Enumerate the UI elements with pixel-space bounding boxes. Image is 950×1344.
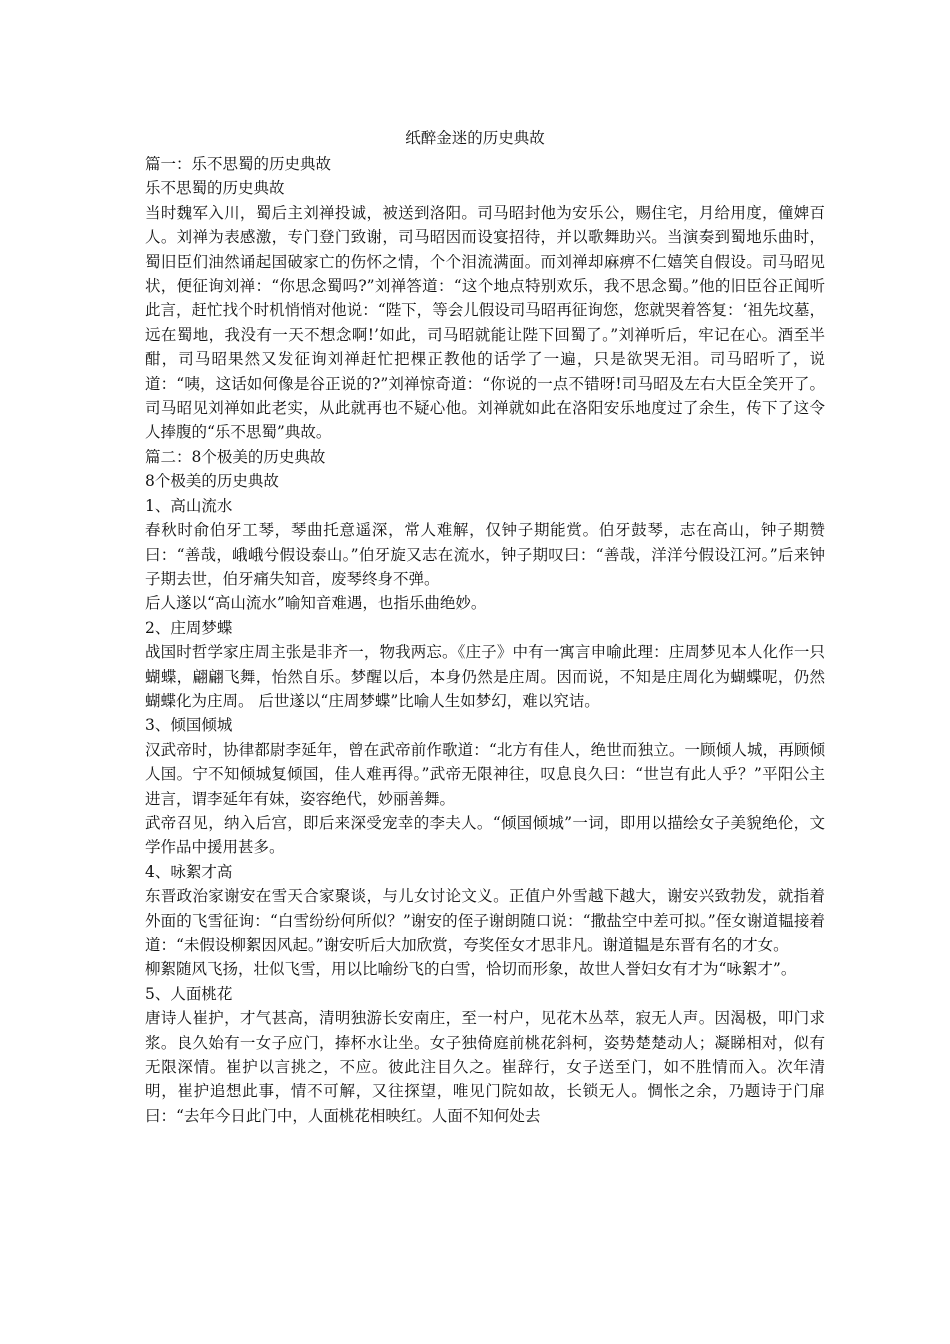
story-heading-2: 2、庄周梦蝶 <box>145 618 233 637</box>
paragraph: 后人遂以“高山流水”喻知音难遇，也指乐曲绝妙。 <box>145 594 487 613</box>
story-heading-3: 3、倾国倾城 <box>145 716 233 735</box>
document-title: 纸醉金迷的历史典故 <box>405 129 545 147</box>
story-heading-4: 4、咏絮才高 <box>145 862 233 881</box>
paragraph: 柳絮随风飞扬，壮似飞雪，用以比喻纷飞的白雪，恰切而形象，故世人誉妇女有才为“咏絮才”。 <box>145 960 797 979</box>
section-heading-2: 篇二：8个极美的历史典故 <box>145 447 326 466</box>
paragraph: 武帝召见，纳入后宫，即后来深受宠幸的李夫人。“倾国倾城”一词，即用以描绘女子美貌绝伦，文学作品中援用甚多。 <box>145 813 825 857</box>
story-heading-5: 5、人面桃花 <box>145 984 233 1003</box>
section-subheading-1: 乐不思蜀的历史典故 <box>145 179 285 198</box>
paragraph: 唐诗人崔护，才气甚高，清明独游长安南庄，至一村户，见花木丛萃，寂无人声。因渴极，叩门求浆。良久始有一女子应门，捧杯水让坐。女子独倚庭前桃花斜柯，姿势楚楚动人；凝睇相对，似有无限深情。崔护以言挑之，不应。彼此注目久之。崔辞行，女子送至门，如不胜情而入。次年清明，崔护追想此事，情不可解，又往探望，唯见门院如故，长锁无人。惆怅之余，乃题诗于门扉曰：“去年今日此门中，人面桃花相映红。人面不知何处去 <box>145 1009 825 1125</box>
section-subheading-2: 8个极美的历史典故 <box>145 472 279 491</box>
document-body <box>145 152 825 1128</box>
section-heading-1: 篇一：乐不思蜀的历史典故 <box>145 155 332 173</box>
paragraph: 汉武帝时，协律都尉李延年，曾在武帝前作歌道：“北方有佳人，绝世而独立。一顾倾人城，再顾倾人国。宁不知倾城复倾国，佳人难再得。”武帝无限神往，叹息良久曰：“世岂有此人乎？”平阳公主进言，谓李延年有妹，姿容绝代，妙丽善舞。 <box>145 740 825 808</box>
paragraph: 春秋时俞伯牙工琴，琴曲托意遥深，常人难解，仅钟子期能赏。伯牙鼓琴，志在高山，钟子期赞曰：“善哉，峨峨兮假设泰山。”伯牙旋又志在流水，钟子期叹曰：“善哉，洋洋兮假设江河。”后来钟子期去世，伯牙痛失知音，废琴终身不弹。 <box>145 521 825 588</box>
paragraph: 东晋政治家谢安在雪天合家聚谈，与儿女讨论文义。正值户外雪越下越大，谢安兴致勃发，就指着外面的飞雪征询：“白雪纷纷何所似？”谢安的侄子谢朗随口说：“撒盐空中差可拟。”侄女谢道韫接着道：“未假设柳絮因风起。”谢安听后大加欣赏，夸奖侄女才思非凡。谢道韫是东晋有名的才女。 <box>145 887 825 954</box>
paragraph: 战国时哲学家庄周主张是非齐一，物我两忘。《庄子》中有一寓言申喻此理：庄周梦见本人化作一只蝴蝶，翩翩飞舞，怡然自乐。梦醒以后，本身仍然是庄周。因而说，不知是庄周化为蝴蝶呢，仍然蝴蝶化为庄周。 后世遂以“庄周梦蝶”比喻人生如梦幻，难以究诘。 <box>145 643 825 710</box>
story-heading-1: 1、高山流水 <box>145 496 233 515</box>
paragraph: 当时魏军入川，蜀后主刘禅投诚，被送到洛阳。司马昭封他为安乐公，赐住宅，月给用度，僮婢百人。刘禅为表感激，专门登门致谢，司马昭因而设宴招待，并以歌舞助兴。当演奏到蜀地乐曲时，蜀旧臣们油然诵起国破家亡的伤怀之情，个个泪流满面。而刘禅却麻痹不仁嬉笑自假设。司马昭见状，便征询刘禅：“你思念蜀吗?”刘禅答道：“这个地点特别欢乐，我不思念蜀。”他的旧臣谷正闻听此言，赶忙找个时机悄悄对他说：“陛下，等会儿假设司马昭再征询您，您就哭着答复：‘祖先坟墓，远在蜀地，我没有一天不想念啊!’如此，司马昭就能让陛下回蜀了。”刘禅听后，牢记在心。酒至半酣，司马昭果然又发征询刘禅赶忙把棵正教他的话学了一遍，只是欲哭无泪。司马昭听了，说道：“咦，这话如何像是谷正说的?”刘禅惊奇道：“你说的一点不错呀!司马昭及左右大臣全笑开了。司马昭见刘禅如此老实，从此就再也不疑心他。刘禅就如此在洛阳安乐地度过了余生，传下了这令人捧腹的“乐不思蜀”典故。 <box>145 203 825 442</box>
